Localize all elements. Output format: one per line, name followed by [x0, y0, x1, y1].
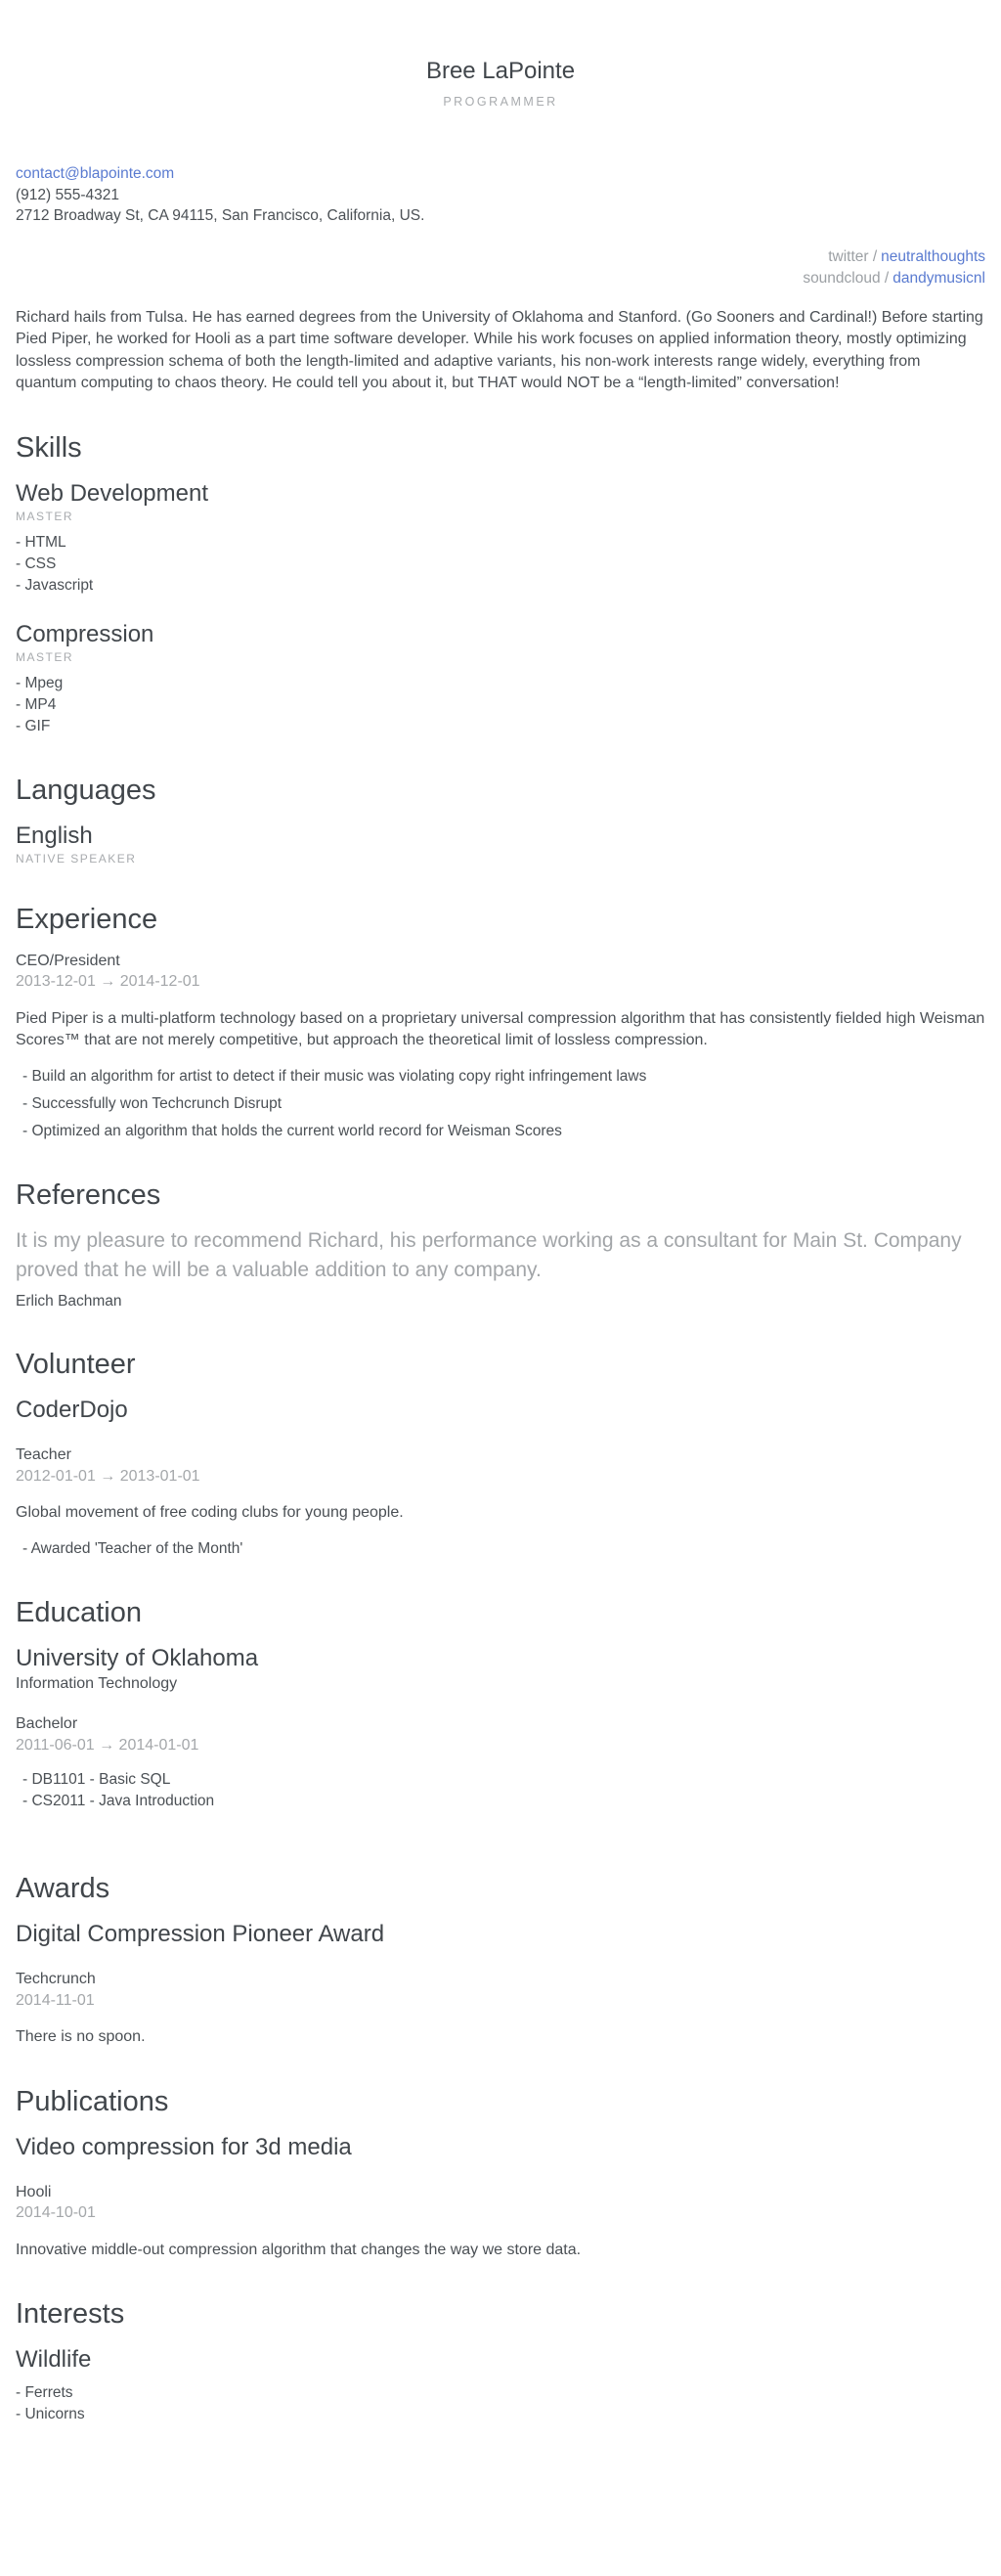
section-education [16, 1595, 985, 1813]
section-references [16, 1177, 985, 1312]
reference-author: Erlich Bachman [16, 1292, 122, 1310]
phone-number: (912) 555-4321 [16, 186, 119, 203]
twitter-profile-link[interactable]: neutralthoughts [881, 247, 985, 265]
interest-item [16, 2345, 985, 2425]
skill-keywords [16, 532, 985, 597]
skill-keywords [16, 673, 985, 737]
address: 2712 Broadway St, CA 94115, San Francisco, California, US. [16, 207, 425, 224]
institution-name: University of Oklahoma [16, 1644, 259, 1671]
awards-title: Awards [16, 1873, 110, 1904]
publications-title: Publications [16, 2085, 169, 2117]
interest-keywords [16, 2382, 985, 2425]
section-volunteer [16, 1347, 985, 1560]
skill-level: MASTER [16, 509, 74, 523]
job-summary: Pied Piper is a multi-platform technology based on a proprietary universal compression algorithm that has consistently fielded high Weisman Scores™ that are not merely competitive, but approach the theoretical limit of lossless compression. [16, 1009, 985, 1048]
email-link[interactable]: contact@blapointe.com [16, 165, 175, 182]
volunteer-position: Teacher [16, 1446, 71, 1463]
list-item: - CS2011 - Java Introduction [22, 1793, 215, 1809]
list-item: - Optimized an algorithm that holds the current world record for Weisman Scores [22, 1122, 562, 1139]
job-position: CEO/President [16, 952, 120, 969]
list-item: - MP4 [16, 695, 57, 713]
skill-name: Compression [16, 620, 154, 647]
skill-level: MASTER [16, 649, 74, 664]
list-item: - Awarded 'Teacher of the Month' [22, 1539, 243, 1557]
section-skills [16, 430, 985, 737]
list-item: - Unicorns [16, 2406, 85, 2422]
volunteer-dates: 2012-01-01 → 2013-01-01 [16, 1467, 200, 1485]
person-name: Bree LaPointe [425, 58, 576, 84]
award-awarder: Techcrunch [16, 1971, 96, 1987]
skill-name: Web Development [16, 479, 208, 507]
award-item [16, 1920, 985, 2049]
list-item: - Ferrets [16, 2384, 73, 2401]
job-dates: 2013-12-01 → 2014-12-01 [16, 973, 200, 990]
volunteer-item [16, 1396, 985, 1560]
education-title: Education [16, 1596, 142, 1628]
language-name: English [16, 822, 93, 849]
volunteer-summary: Global movement of free coding clubs for young people. [16, 1504, 404, 1521]
section-languages [16, 773, 985, 866]
job-highlights [22, 1066, 985, 1142]
publication-name: Video compression for 3d media [16, 2133, 352, 2160]
course-list [22, 1769, 985, 1812]
language-fluency: NATIVE SPEAKER [16, 851, 137, 866]
skill-group [16, 479, 985, 597]
volunteer-title: Volunteer [16, 1349, 136, 1380]
volunteer-highlights [22, 1538, 985, 1560]
language-item [16, 822, 985, 866]
section-interests [16, 2296, 985, 2425]
resume-header [16, 57, 985, 395]
publication-publisher: Hooli [16, 2183, 52, 2200]
profile-network-label: soundcloud / [803, 269, 890, 287]
section-experience [16, 902, 985, 1142]
soundcloud-profile-link[interactable]: dandymusicnl [892, 269, 985, 287]
skills-title: Skills [16, 431, 82, 464]
award-date: 2014-11-01 [16, 1991, 95, 2009]
education-item [16, 1644, 985, 1813]
profile-twitter [16, 246, 985, 268]
profile-soundcloud [16, 268, 985, 289]
experience-item [16, 951, 985, 1142]
publication-date: 2014-10-01 [16, 2204, 96, 2221]
list-item: - GIF [16, 717, 51, 734]
references-title: References [16, 1178, 161, 1211]
education-dates: 2011-06-01 → 2014-01-01 [16, 1736, 199, 1754]
award-summary: There is no spoon. [16, 2028, 146, 2045]
list-item: - DB1101 - Basic SQL [22, 1771, 171, 1788]
publication-summary: Innovative middle-out compression algorithm that changes the way we store data. [16, 2241, 582, 2258]
about-summary: Richard hails from Tulsa. He has earned degrees from the University of Oklahoma and Stanford. (Go Sooners and Cardinal!) Before starting Pied Piper, he worked for Hooli as a part time software developer. While his work focuses on applied information theory, mostly optimizing lossless compression schema of both the length-limited and adaptive variants, his non-work interests range widely, everything from quantum computing to chaos theory. He could tell you about it, but THAT would NOT be a “length-limited” conversation! [16, 308, 983, 391]
study-area: Information Technology [16, 1674, 178, 1692]
reference-quote: It is my pleasure to recommend Richard, his performance working as a consultant for Main St. Company proved that he will be a valuable addition to any company. [16, 1228, 962, 1281]
social-profiles [16, 246, 985, 289]
list-item: - Successfully won Techcrunch Disrupt [22, 1094, 283, 1112]
contact-block [16, 163, 985, 227]
list-item: - Mpeg [16, 674, 64, 691]
profile-network-label: twitter / [828, 247, 878, 265]
list-item: - HTML [16, 533, 66, 551]
interest-name: Wildlife [16, 2346, 92, 2373]
skill-group [16, 620, 985, 737]
person-label: PROGRAMMER [443, 95, 558, 109]
interests-title: Interests [16, 2298, 125, 2330]
list-item: - Javascript [16, 576, 94, 594]
degree-type: Bachelor [16, 1715, 78, 1732]
volunteer-organization: CoderDojo [16, 1397, 128, 1423]
award-name: Digital Compression Pioneer Award [16, 1921, 385, 1947]
list-item: - CSS [16, 555, 57, 572]
reference-item [16, 1226, 985, 1312]
languages-title: Languages [16, 774, 156, 806]
section-awards [16, 1871, 985, 2049]
list-item: - Build an algorithm for artist to detect if their music was violating copy right infringement laws [22, 1067, 647, 1085]
publication-item [16, 2133, 985, 2262]
section-publications [16, 2084, 985, 2262]
experience-title: Experience [16, 903, 158, 935]
